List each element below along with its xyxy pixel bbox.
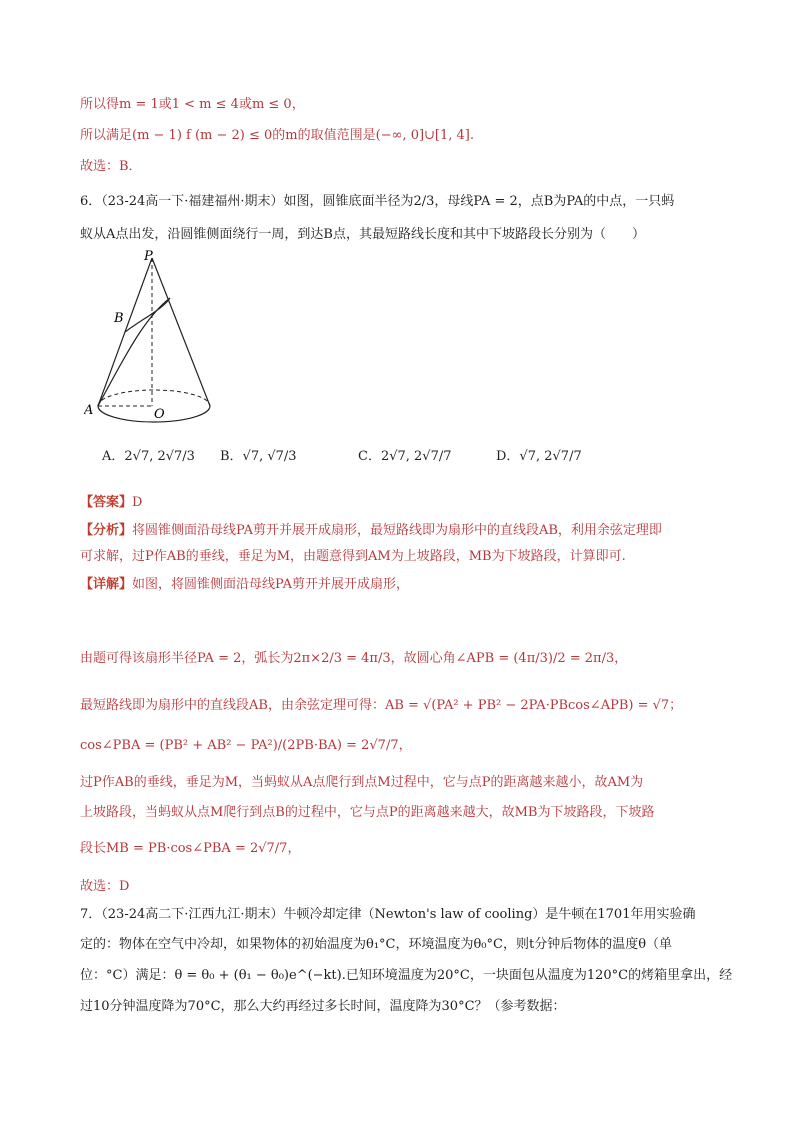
option-c: C．2√7, 2√7/7 (358, 449, 452, 464)
base-back-arc (98, 390, 210, 406)
analysis-line-1: 将圆锥侧面沿母线PA剪开并展开成扇形，最短路线即为扇形中的直线段AB，利用余弦定理即 (132, 523, 662, 538)
question-7-line-2: 定的：物体在空气中冷却，如果物体的初始温度为θ₁°C，环境温度为θ₀°C，则t分钟后物体的温度θ（单 (80, 937, 673, 952)
detail-line-6: 上坡路段，当蚂蚁从点M爬行到点B的过程中，它与点P的距离越来越大，故MB为下坡路段，下坡路 (80, 805, 655, 820)
option-a: A．2√7, 2√7/3 (102, 449, 195, 464)
solution-choice-line: 故选：B． (80, 159, 142, 174)
option-b: B．√7, √7/3 (220, 449, 297, 464)
solution-line-1: 所以得m = 1或1 < m ≤ 4或m ≤ 0， (80, 97, 305, 112)
label-A: A (84, 403, 94, 418)
detail-line-1: 如图，将圆锥侧面沿母线PA剪开并展开成扇形， (132, 577, 409, 592)
answer-value: D (132, 495, 143, 510)
question-6-line-1: 6．（23-24高一下·福建福州·期末）如图，圆锥底面半径为2/3，母线PA = 2，点B为PA的中点，一只蚂 (80, 194, 675, 209)
generatrix-right (152, 258, 210, 406)
question-7-line-3: 位：°C）满足：θ = θ₀ + (θ₁ − θ₀)e^(−kt).已知环境温度为20°C，一块面包从温度为120°C的烤箱里拿出，经 (80, 968, 733, 983)
cone-figure (84, 248, 224, 438)
detail-line-4: cos∠PBA = (PB² + AB² − PA²)/(2PB·BA) = 2√7/7， (80, 738, 412, 753)
label-B: B (114, 311, 124, 326)
analysis-line-2: 可求解，过P作AB的垂线，垂足为M，由题意得到AM为上坡路段，MB为下坡路段，计算即可. (80, 549, 626, 564)
question-7-line-1: 7．（23-24高二下·江西九江·期末）牛顿冷却定律（Newton's law of cooling）是牛顿在1701年用实验确 (80, 907, 696, 922)
label-P: P (144, 249, 153, 264)
question-7-line-4: 过10分钟温度降为70°C，那么大约再经过多长时间，温度降为30°C？（参考数据： (80, 999, 566, 1014)
question-6-line-2: 蚁从A点出发，沿圆锥侧面绕行一周，到达B点，其最短路线长度和其中下坡路段长分别为（ ） (80, 227, 645, 242)
option-d: D．√7, 2√7/7 (496, 449, 582, 464)
answer-tag: 【答案】 (80, 495, 133, 510)
detail-line-2: 由题可得该扇形半径PA = 2，弧长为2π×2/3 = 4π/3，故圆心角∠APB = (4π/3)/2 = 2π/3， (80, 651, 628, 666)
detail-line-5: 过P作AB的垂线，垂足为M，当蚂蚁从A点爬行到点M过程中，它与点P的距离越来越小，故AM为 (80, 775, 644, 790)
detail-line-7: 段长MB = PB·cos∠PBA = 2√7/7， (80, 841, 301, 856)
solution-line-2: 所以满足(m − 1) f (m − 2) ≤ 0的m的取值范围是(−∞, 0]∪[1, 4]. (80, 128, 475, 143)
analysis-tag: 【分析】 (80, 523, 133, 538)
label-O: O (154, 407, 165, 422)
detail-tag: 【详解】 (80, 577, 133, 592)
detail-choice-line: 故选：D (80, 879, 130, 894)
detail-row-1 (80, 576, 409, 594)
detail-line-3: 最短路线即为扇形中的直线段AB，由余弦定理可得：AB = √(PA² + PB² − 2PA·PBcos∠APB) = √7； (80, 698, 683, 713)
analysis-row-1 (80, 522, 662, 540)
answer-row (80, 494, 142, 512)
